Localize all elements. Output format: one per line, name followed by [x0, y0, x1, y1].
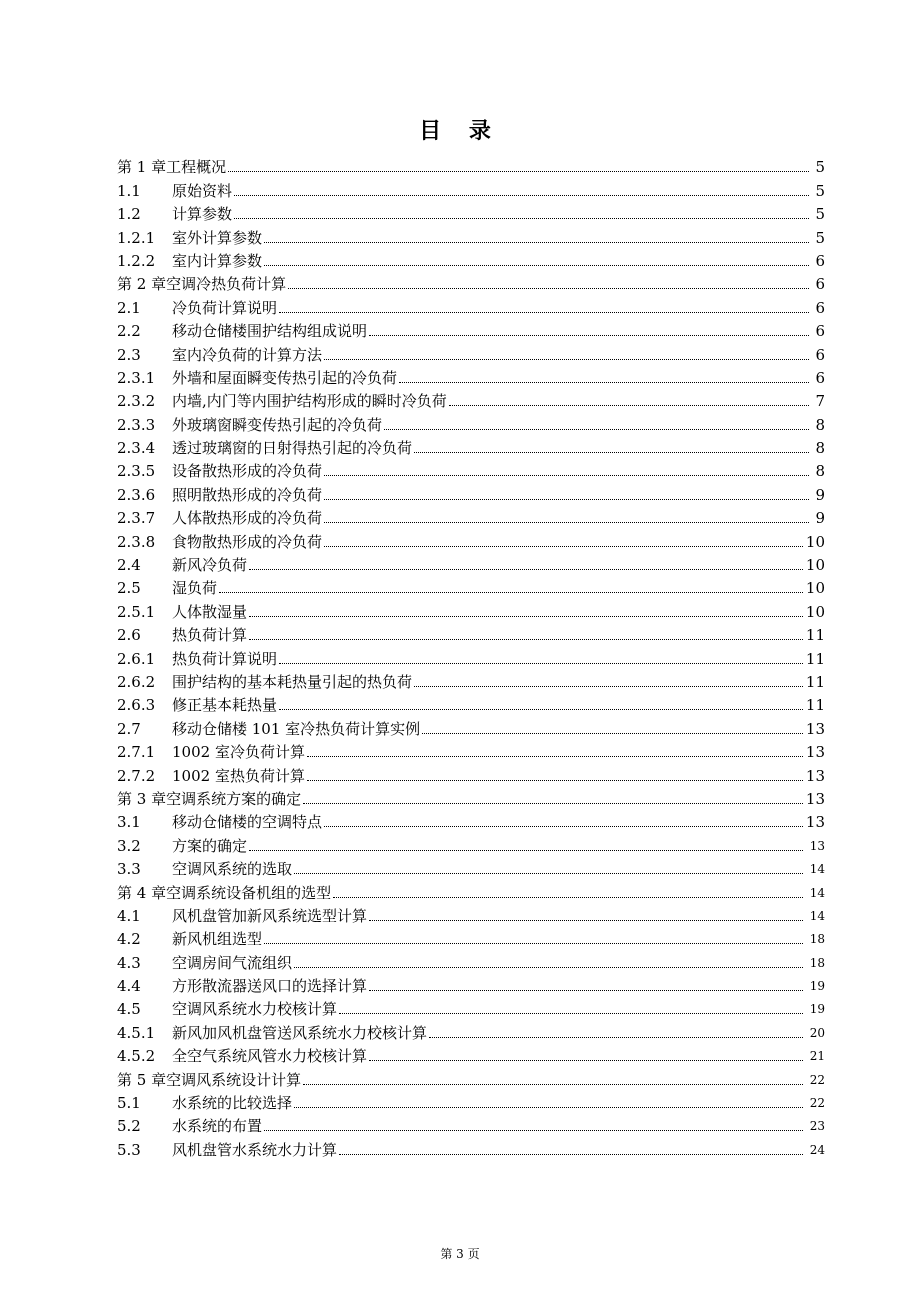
toc-entry-title: 外玻璃窗瞬变传热引起的冷负荷 — [172, 415, 383, 434]
toc-entry[interactable] — [117, 387, 825, 410]
toc-entry-page: 18 — [809, 932, 825, 947]
toc-entry-title: 设备散热形成的冷负荷 — [172, 462, 323, 481]
toc-entry-page: 5 — [815, 158, 825, 177]
toc-entry-page: 5 — [815, 228, 825, 247]
toc-entry-page: 18 — [809, 955, 825, 970]
dot-leader — [307, 780, 803, 781]
toc-entry-page: 22 — [809, 1096, 825, 1111]
toc-entry-page: 5 — [815, 205, 825, 224]
toc-entry-number: 2.3.8 — [117, 532, 156, 551]
dot-leader — [384, 429, 809, 430]
toc-entry-number: 3.2 — [117, 836, 141, 855]
toc-entry-title: 方形散流器送风口的选择计算 — [172, 977, 368, 996]
toc-entry-number: 2.3.7 — [117, 509, 156, 528]
dot-leader — [234, 195, 809, 196]
toc-entry[interactable] — [117, 668, 825, 691]
toc-entry[interactable] — [117, 364, 825, 387]
toc-title: 目 录 — [419, 118, 501, 144]
dot-leader — [339, 1013, 803, 1014]
toc-entry[interactable] — [117, 1112, 825, 1135]
toc-entry-number: 4.5.2 — [117, 1047, 156, 1066]
toc-entry-title: 内墙,内门等内围护结构形成的瞬时冷负荷 — [172, 392, 447, 411]
toc-entry-title: 风机盘管加新风系统选型计算 — [172, 906, 368, 925]
toc-entry[interactable] — [117, 691, 825, 714]
toc-entry-title: 冷负荷计算说明 — [172, 298, 278, 317]
toc-entry[interactable] — [117, 1089, 825, 1112]
toc-entry-title: 食物散热形成的冷负荷 — [172, 532, 323, 551]
toc-entry-page: 11 — [805, 696, 825, 715]
toc-entry-number: 2.6.2 — [117, 672, 156, 691]
dot-leader — [324, 475, 809, 476]
toc-entry-title: 风机盘管水系统水力计算 — [172, 1140, 338, 1159]
dot-leader — [249, 639, 803, 640]
toc-entry-number: 4.5 — [117, 1000, 141, 1019]
toc-entry-page: 6 — [815, 251, 825, 270]
toc-entry-title: 透过玻璃窗的日射得热引起的冷负荷 — [172, 439, 413, 458]
toc-entry-page: 23 — [809, 1119, 825, 1134]
toc-entry-page: 11 — [805, 649, 825, 668]
toc-entry-page: 24 — [809, 1142, 825, 1157]
toc-entry-number: 2.3.5 — [117, 462, 156, 481]
dot-leader — [324, 522, 809, 523]
toc-entry-title: 新风加风机盘管送风系统水力校核计算 — [172, 1023, 428, 1042]
dot-leader — [294, 1107, 803, 1108]
toc-entry[interactable] — [117, 434, 825, 457]
dot-leader — [279, 709, 803, 710]
toc-entry[interactable] — [117, 551, 825, 574]
toc-entry-number: 2.2 — [117, 322, 141, 341]
toc-entry-page: 9 — [815, 509, 825, 528]
toc-entry-page: 10 — [805, 556, 825, 575]
toc-entry-number: 2.6.3 — [117, 696, 156, 715]
dot-leader — [369, 990, 803, 991]
toc-entry-number: 2.7 — [117, 719, 141, 738]
dot-leader — [324, 546, 803, 547]
toc-chapter-entry[interactable] — [117, 785, 825, 808]
toc-entry-title: 第 4 章空调系统设备机组的选型 — [117, 883, 332, 902]
dot-leader — [369, 1060, 803, 1061]
toc-entry-title: 空调风系统水力校核计算 — [172, 1000, 338, 1019]
toc-entry[interactable] — [117, 1018, 825, 1041]
dot-leader — [264, 943, 803, 944]
toc-entry[interactable] — [117, 644, 825, 667]
toc-entry-title: 水系统的比较选择 — [172, 1094, 293, 1113]
toc-entry-page: 11 — [805, 672, 825, 691]
toc-entry-page: 13 — [805, 766, 825, 785]
toc-entry[interactable] — [117, 200, 825, 223]
toc-entry-number: 1.1 — [117, 181, 141, 200]
dot-leader — [249, 569, 803, 570]
toc-entry-number: 4.2 — [117, 930, 141, 949]
dot-leader — [279, 312, 809, 313]
dot-leader — [294, 967, 803, 968]
toc-entry-number: 2.3.3 — [117, 415, 156, 434]
toc-entry[interactable] — [117, 293, 825, 316]
toc-entry[interactable] — [117, 1135, 825, 1158]
dot-leader — [324, 499, 809, 500]
toc-entry-title: 水系统的布置 — [172, 1117, 263, 1136]
toc-entry-page: 5 — [815, 181, 825, 200]
toc-entry-page: 6 — [815, 275, 825, 294]
toc-entry-number: 5.3 — [117, 1140, 141, 1159]
toc-entry-number: 4.4 — [117, 977, 141, 996]
toc-entry[interactable] — [117, 410, 825, 433]
toc-entry[interactable] — [117, 527, 825, 550]
toc-entry-title: 移动仓储楼的空调特点 — [172, 813, 323, 832]
dot-leader — [333, 897, 803, 898]
toc-entry[interactable] — [117, 457, 825, 480]
toc-entry-title: 室外计算参数 — [172, 228, 263, 247]
toc-entry[interactable] — [117, 223, 825, 246]
toc-entry[interactable] — [117, 972, 825, 995]
toc-entry-title: 方案的确定 — [172, 836, 248, 855]
toc-entry-page: 6 — [815, 345, 825, 364]
toc-entry-page: 19 — [809, 1002, 825, 1017]
dot-leader — [288, 288, 809, 289]
toc-entry-page: 8 — [815, 462, 825, 481]
toc-entry-title: 1002 室冷负荷计算 — [172, 743, 305, 762]
toc-entry-page: 14 — [809, 862, 825, 877]
dot-leader — [449, 405, 809, 406]
dot-leader — [324, 359, 809, 360]
toc-entry-number: 2.3.2 — [117, 392, 156, 411]
toc-entry-page: 13 — [805, 789, 825, 808]
toc-entry-title: 围护结构的基本耗热量引起的热负荷 — [172, 672, 413, 691]
toc-entry-page: 14 — [809, 908, 825, 923]
toc-entry-title: 新风冷负荷 — [172, 556, 248, 575]
dot-leader — [219, 592, 803, 593]
toc-entry-number: 2.6.1 — [117, 649, 156, 668]
toc-chapter-entry[interactable] — [117, 270, 825, 293]
toc-entry[interactable] — [117, 831, 825, 854]
toc-entry-title: 空调房间气流组织 — [172, 953, 293, 972]
toc-entry-title: 湿负荷 — [172, 579, 218, 598]
toc-entry-title: 热负荷计算 — [172, 626, 248, 645]
toc-entry-number: 2.7.1 — [117, 743, 156, 762]
toc-chapter-entry[interactable] — [117, 153, 825, 176]
toc-entry-number: 5.2 — [117, 1117, 141, 1136]
toc-entry-title: 人体散热形成的冷负荷 — [172, 509, 323, 528]
toc-entry-number: 5.1 — [117, 1094, 141, 1113]
toc-entry-page: 8 — [815, 415, 825, 434]
toc-entry-page: 6 — [815, 298, 825, 317]
toc-entry-number: 2.7.2 — [117, 766, 156, 785]
dot-leader — [228, 171, 809, 172]
toc-entry[interactable] — [117, 808, 825, 831]
toc-entry[interactable] — [117, 176, 825, 199]
toc-entry-page: 9 — [815, 485, 825, 504]
toc-entry-page: 6 — [815, 322, 825, 341]
toc-entry-page: 22 — [809, 1072, 825, 1087]
toc-entry-page: 20 — [809, 1025, 825, 1040]
toc-entry[interactable] — [117, 1042, 825, 1065]
toc-entry-number: 2.3.1 — [117, 368, 156, 387]
dot-leader — [369, 920, 803, 921]
toc-entry[interactable] — [117, 995, 825, 1018]
dot-leader — [429, 1037, 803, 1038]
toc-entry-title: 新风机组选型 — [172, 930, 263, 949]
toc-entry[interactable] — [117, 480, 825, 503]
page-footer: 第 3 页 — [440, 1247, 480, 1261]
toc-entry-page: 19 — [809, 979, 825, 994]
toc-entry-title: 第 2 章空调冷热负荷计算 — [117, 275, 287, 294]
toc-entry-page: 10 — [805, 532, 825, 551]
toc-chapter-entry[interactable] — [117, 878, 825, 901]
dot-leader — [234, 218, 809, 219]
dot-leader — [324, 826, 803, 827]
toc-entry-number: 4.5.1 — [117, 1023, 156, 1042]
toc-entry-number: 2.4 — [117, 556, 141, 575]
toc-entry-page: 10 — [805, 602, 825, 621]
toc-entry-page: 13 — [805, 743, 825, 762]
toc-entry-title: 修正基本耗热量 — [172, 696, 278, 715]
dot-leader — [249, 850, 803, 851]
toc-entry[interactable] — [117, 925, 825, 948]
toc-entry-title: 人体散湿量 — [172, 602, 248, 621]
toc-entry-title: 室内冷负荷的计算方法 — [172, 345, 323, 364]
toc-entry-number: 3.1 — [117, 813, 141, 832]
toc-entry-number: 2.3.4 — [117, 439, 156, 458]
toc-entry[interactable] — [117, 761, 825, 784]
toc-entry[interactable] — [117, 948, 825, 971]
toc-entry[interactable] — [117, 855, 825, 878]
toc-entry-title: 室内计算参数 — [172, 251, 263, 270]
dot-leader — [422, 733, 803, 734]
toc-entry[interactable] — [117, 597, 825, 620]
toc-entry-number: 2.1 — [117, 298, 141, 317]
toc-entry-number: 3.3 — [117, 860, 141, 879]
toc-entry-title: 原始资料 — [172, 181, 233, 200]
toc-entry-title: 计算参数 — [172, 205, 233, 224]
toc-entry[interactable] — [117, 714, 825, 737]
toc-entry-number: 2.3.6 — [117, 485, 156, 504]
toc-entry-page: 13 — [805, 813, 825, 832]
toc-entry-title: 全空气系统风管水力校核计算 — [172, 1047, 368, 1066]
toc-chapter-entry[interactable] — [117, 1065, 825, 1088]
dot-leader — [307, 756, 803, 757]
toc-entry-title: 空调风系统的选取 — [172, 860, 293, 879]
toc-entry-title: 移动仓储楼 101 室冷热负荷计算实例 — [172, 719, 421, 738]
toc-entry-page: 13 — [809, 838, 825, 853]
toc-entry-page: 6 — [815, 368, 825, 387]
dot-leader — [414, 452, 809, 453]
toc-entry[interactable] — [117, 738, 825, 761]
dot-leader — [249, 616, 803, 617]
toc-entry-title: 移动仓储楼围护结构组成说明 — [172, 322, 368, 341]
toc-entry[interactable] — [117, 621, 825, 644]
toc-entry[interactable] — [117, 247, 825, 270]
toc-entry-page: 14 — [809, 885, 825, 900]
toc-entry-number: 1.2.1 — [117, 228, 156, 247]
toc-entry-number: 4.3 — [117, 953, 141, 972]
toc-entry-number: 2.5 — [117, 579, 141, 598]
toc-entry[interactable] — [117, 504, 825, 527]
table-of-contents — [117, 153, 825, 1159]
dot-leader — [264, 1130, 803, 1131]
toc-entry-title: 第 3 章空调系统方案的确定 — [117, 789, 302, 808]
toc-entry-title: 1002 室热负荷计算 — [172, 766, 305, 785]
toc-entry-number: 2.5.1 — [117, 602, 156, 621]
toc-entry-page: 7 — [815, 392, 825, 411]
toc-entry[interactable] — [117, 340, 825, 363]
dot-leader — [264, 242, 809, 243]
toc-entry-page: 11 — [805, 626, 825, 645]
dot-leader — [303, 1084, 803, 1085]
dot-leader — [264, 265, 809, 266]
dot-leader — [279, 663, 803, 664]
toc-entry-page: 21 — [809, 1049, 825, 1064]
toc-entry-title: 外墙和屋面瞬变传热引起的冷负荷 — [172, 368, 398, 387]
dot-leader — [303, 803, 803, 804]
dot-leader — [294, 873, 803, 874]
toc-entry-number: 2.6 — [117, 626, 141, 645]
toc-entry-number: 1.2.2 — [117, 251, 156, 270]
toc-entry-page: 10 — [805, 579, 825, 598]
toc-entry[interactable] — [117, 902, 825, 925]
toc-entry-page: 13 — [805, 719, 825, 738]
toc-entry[interactable] — [117, 317, 825, 340]
toc-entry[interactable] — [117, 574, 825, 597]
dot-leader — [369, 335, 809, 336]
dot-leader — [399, 382, 809, 383]
toc-entry-number: 1.2 — [117, 205, 141, 224]
dot-leader — [414, 686, 803, 687]
toc-entry-page: 8 — [815, 439, 825, 458]
toc-entry-title: 第 5 章空调风系统设计计算 — [117, 1070, 302, 1089]
toc-entry-number: 4.1 — [117, 906, 141, 925]
dot-leader — [339, 1154, 803, 1155]
toc-entry-number: 2.3 — [117, 345, 141, 364]
toc-entry-title: 照明散热形成的冷负荷 — [172, 485, 323, 504]
toc-entry-title: 热负荷计算说明 — [172, 649, 278, 668]
toc-entry-title: 第 1 章工程概况 — [117, 158, 227, 177]
